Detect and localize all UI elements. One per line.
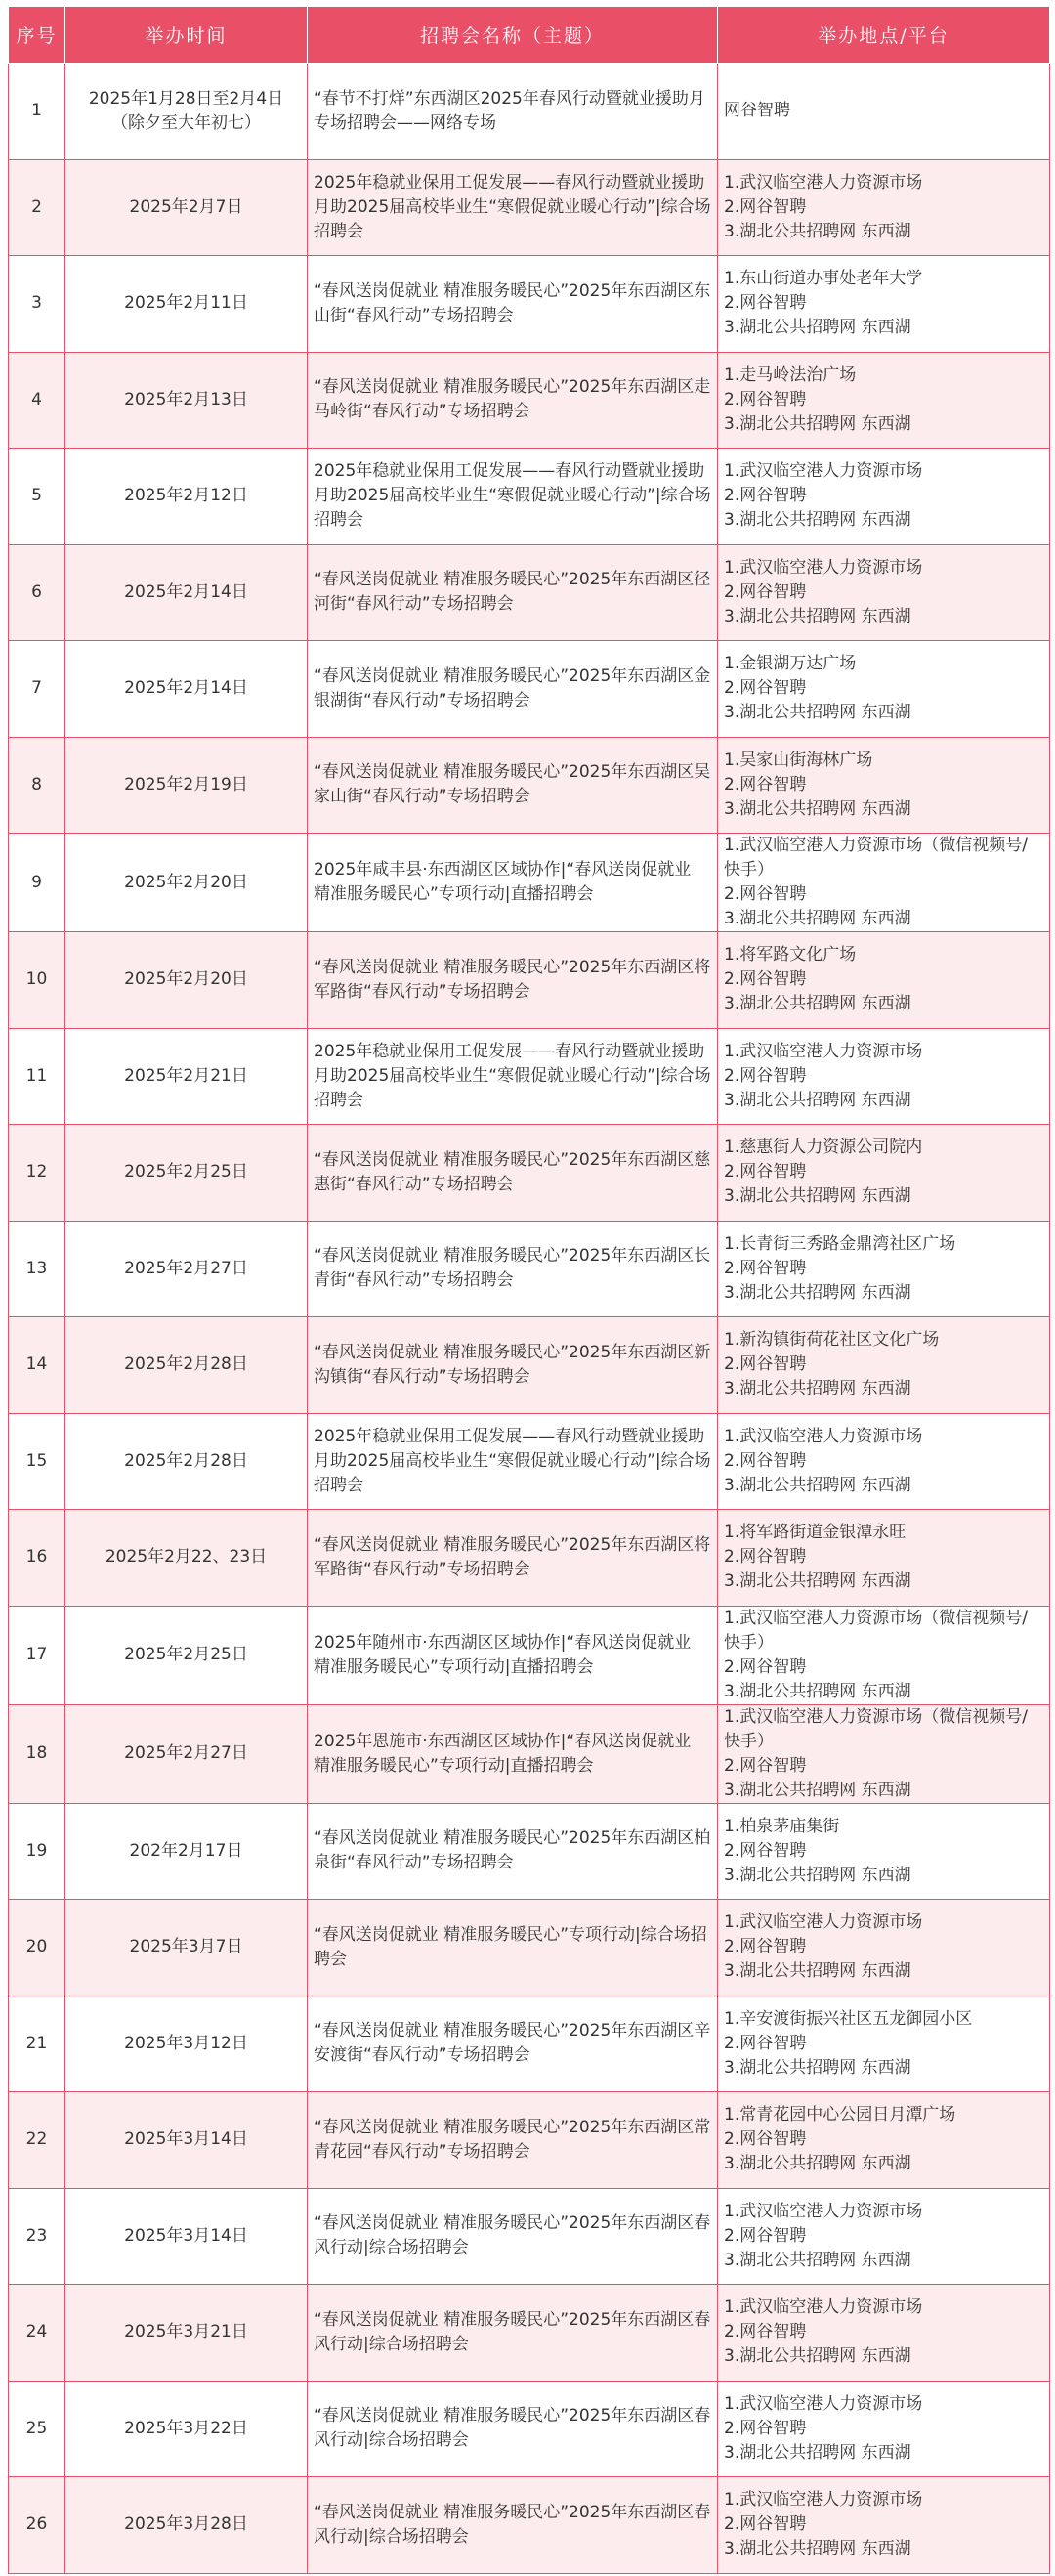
row-number: 20 xyxy=(9,1900,65,1996)
row-number: 19 xyxy=(9,1803,65,1900)
row-number: 17 xyxy=(9,1606,65,1704)
venue-line: 3.湖北公共招聘网 东西湖 xyxy=(724,1282,911,1303)
table-row xyxy=(9,1606,1050,1704)
row-venue xyxy=(718,1900,1050,1996)
table-row xyxy=(9,64,1050,160)
row-number: 11 xyxy=(9,1028,65,1125)
row-number: 22 xyxy=(9,2092,65,2189)
table-row xyxy=(9,1996,1050,2092)
row-date: 2025年3月28日 xyxy=(65,2477,308,2574)
row-fair-name: 2025年咸丰县·东西湖区区域协作|“春风送岗促就业 精准服务暖民心”专项行动|直播招聘会 xyxy=(308,834,718,932)
venue-line: 网谷智聘 xyxy=(724,101,790,121)
venue-line: 2.网谷智聘 xyxy=(724,1065,807,1086)
table-row xyxy=(9,1221,1050,1317)
row-fair-name: “春风送岗促就业 精准服务暖民心”2025年东西湖区走马岭街“春风行动”专场招聘会 xyxy=(308,352,718,449)
table-body xyxy=(9,64,1050,2574)
venue-line: 1.武汉临空港人力资源市场 xyxy=(724,2490,923,2511)
row-venue xyxy=(718,1221,1050,1317)
row-number: 2 xyxy=(9,159,65,256)
venue-line: 1.柏泉茅庙集街 xyxy=(724,1816,840,1836)
row-fair-name: “春风送岗促就业 精准服务暖民心”2025年东西湖区春风行动|综合场招聘会 xyxy=(308,2381,718,2477)
row-fair-name: “春风送岗促就业 精准服务暖民心”2025年东西湖区新沟镇街“春风行动”专场招聘会 xyxy=(308,1317,718,1414)
table-row xyxy=(9,2285,1050,2382)
row-number: 6 xyxy=(9,544,65,641)
row-fair-name: “春风送岗促就业 精准服务暖民心”2025年东西湖区将军路街“春风行动”专场招聘会 xyxy=(308,932,718,1029)
row-number: 24 xyxy=(9,2285,65,2382)
row-number: 23 xyxy=(9,2188,65,2285)
venue-line: 3.湖北公共招聘网 东西湖 xyxy=(724,413,911,434)
venue-line: 1.武汉临空港人力资源市场（微信视频号/快手） xyxy=(724,836,1028,880)
table-row xyxy=(9,2381,1050,2477)
row-venue xyxy=(718,932,1050,1029)
row-date: 202年2月17日 xyxy=(65,1803,308,1900)
venue-line: 2.网谷智聘 xyxy=(724,969,807,990)
row-date: 2025年2月28日 xyxy=(65,1317,308,1414)
row-date: 2025年1月28日至2月4日 （除夕至大年初七） xyxy=(65,64,308,160)
table-row xyxy=(9,1317,1050,1414)
venue-line: 3.湖北公共招聘网 东西湖 xyxy=(724,994,911,1014)
table-row xyxy=(9,641,1050,738)
row-number: 15 xyxy=(9,1413,65,1510)
header-venue: 举办地点/平台 xyxy=(718,7,1050,64)
row-fair-name: 2025年稳就业保用工促发展——春风行动暨就业援助月助2025届高校毕业生“寒假促就业暖心行动”|综合场招聘会 xyxy=(308,1028,718,1125)
row-venue xyxy=(718,2477,1050,2574)
venue-line: 2.网谷智聘 xyxy=(724,2033,807,2053)
venue-line: 1.长青街三秀路金鼎湾社区广场 xyxy=(724,1233,956,1254)
venue-line: 2.网谷智聘 xyxy=(724,2225,807,2246)
venue-line: 1.金银湖万达广场 xyxy=(724,654,857,674)
table-row xyxy=(9,932,1050,1029)
table-row xyxy=(9,1803,1050,1900)
table-row xyxy=(9,256,1050,353)
row-number: 26 xyxy=(9,2477,65,2574)
venue-line: 3.湖北公共招聘网 东西湖 xyxy=(724,2442,911,2463)
venue-line: 1.辛安渡街振兴社区五龙御园小区 xyxy=(724,2008,973,2029)
table-row xyxy=(9,449,1050,545)
venue-line: 2.网谷智聘 xyxy=(724,1547,807,1567)
row-number: 5 xyxy=(9,449,65,545)
row-number: 4 xyxy=(9,352,65,449)
row-venue xyxy=(718,737,1050,834)
venue-line: 2.网谷智聘 xyxy=(724,1840,807,1861)
row-date: 2025年2月20日 xyxy=(65,834,308,932)
row-fair-name: “春风送岗促就业 精准服务暖民心”2025年东西湖区长青街“春风行动”专场招聘会 xyxy=(308,1221,718,1317)
table-row xyxy=(9,1028,1050,1125)
row-fair-name: 2025年恩施市·东西湖区区域协作|“春风送岗促就业 精准服务暖民心”专项行动|直播招聘会 xyxy=(308,1704,718,1803)
row-fair-name: “春风送岗促就业 精准服务暖民心”2025年东西湖区吴家山街“春风行动”专场招聘会 xyxy=(308,737,718,834)
venue-line: 3.湖北公共招聘网 东西湖 xyxy=(724,1090,911,1110)
row-number: 12 xyxy=(9,1125,65,1222)
row-venue xyxy=(718,1803,1050,1900)
venue-line: 3.湖北公共招聘网 东西湖 xyxy=(724,1681,911,1701)
venue-line: 2.网谷智聘 xyxy=(724,774,807,794)
row-venue xyxy=(718,2188,1050,2285)
row-venue xyxy=(718,1606,1050,1704)
venue-line: 2.网谷智聘 xyxy=(724,1755,807,1776)
row-fair-name: “春风送岗促就业 精准服务暖民心”2025年东西湖区春风行动|综合场招聘会 xyxy=(308,2477,718,2574)
venue-line: 3.湖北公共招聘网 东西湖 xyxy=(724,1571,911,1592)
row-fair-name: 2025年稳就业保用工促发展——春风行动暨就业援助月助2025届高校毕业生“寒假促就业暖心行动”|综合场招聘会 xyxy=(308,1413,718,1510)
row-date: 2025年2月27日 xyxy=(65,1704,308,1803)
row-venue xyxy=(718,1704,1050,1803)
header-row xyxy=(9,7,1050,64)
venue-line: 2.网谷智聘 xyxy=(724,2322,807,2342)
venue-line: 2.网谷智聘 xyxy=(724,1258,807,1278)
row-number: 8 xyxy=(9,737,65,834)
row-venue xyxy=(718,159,1050,256)
venue-line: 3.湖北公共招聘网 东西湖 xyxy=(724,510,911,531)
venue-line: 1.武汉临空港人力资源市场（微信视频号/快手） xyxy=(724,1706,1028,1751)
row-number: 7 xyxy=(9,641,65,738)
table-row xyxy=(9,544,1050,641)
row-date: 2025年2月19日 xyxy=(65,737,308,834)
row-date: 2025年2月7日 xyxy=(65,159,308,256)
venue-line: 2.网谷智聘 xyxy=(724,486,807,506)
table-row xyxy=(9,2188,1050,2285)
row-venue xyxy=(718,449,1050,545)
row-number: 9 xyxy=(9,834,65,932)
row-fair-name: 2025年随州市·东西湖区区域协作|“春风送岗促就业 精准服务暖民心”专项行动|直播招聘会 xyxy=(308,1606,718,1704)
venue-line: 3.湖北公共招聘网 东西湖 xyxy=(724,606,911,626)
venue-line: 1.武汉临空港人力资源市场 xyxy=(724,172,923,193)
row-fair-name: 2025年稳就业保用工促发展——春风行动暨就业援助月助2025届高校毕业生“寒假促就业暖心行动”|综合场招聘会 xyxy=(308,159,718,256)
header-date: 举办时间 xyxy=(65,7,308,64)
row-date: 2025年3月14日 xyxy=(65,2092,308,2189)
row-fair-name: “春风送岗促就业 精准服务暖民心”2025年东西湖区将军路街“春风行动”专场招聘会 xyxy=(308,1510,718,1607)
schedule-table xyxy=(8,6,1050,2574)
row-date: 2025年2月25日 xyxy=(65,1606,308,1704)
row-number: 18 xyxy=(9,1704,65,1803)
row-number: 16 xyxy=(9,1510,65,1607)
venue-line: 1.东山街道办事处老年大学 xyxy=(724,269,923,289)
venue-line: 3.湖北公共招聘网 东西湖 xyxy=(724,2250,911,2270)
venue-line: 3.湖北公共招聘网 东西湖 xyxy=(724,221,911,241)
venue-line: 2.网谷智聘 xyxy=(724,389,807,409)
venue-line: 2.网谷智聘 xyxy=(724,1354,807,1375)
row-date: 2025年2月14日 xyxy=(65,641,308,738)
venue-line: 3.湖北公共招聘网 东西湖 xyxy=(724,703,911,723)
row-venue xyxy=(718,2285,1050,2382)
row-venue xyxy=(718,641,1050,738)
venue-line: 2.网谷智聘 xyxy=(724,884,807,904)
job-fair-schedule xyxy=(8,6,1049,2574)
venue-line: 2.网谷智聘 xyxy=(724,1656,807,1677)
venue-line: 2.网谷智聘 xyxy=(724,2129,807,2150)
row-fair-name: 2025年稳就业保用工促发展——春风行动暨就业援助月助2025届高校毕业生“寒假促就业暖心行动”|综合场招聘会 xyxy=(308,449,718,545)
row-fair-name: “春风送岗促就业 精准服务暖民心”2025年东西湖区径河街“春风行动”专场招聘会 xyxy=(308,544,718,641)
row-venue xyxy=(718,256,1050,353)
row-venue xyxy=(718,2381,1050,2477)
table-row xyxy=(9,2477,1050,2574)
row-venue xyxy=(718,1510,1050,1607)
row-fair-name: “春节不打烊”东西湖区2025年春风行动暨就业援助月专场招聘会——网络专场 xyxy=(308,64,718,160)
venue-line: 3.湖北公共招聘网 东西湖 xyxy=(724,2057,911,2078)
row-number: 25 xyxy=(9,2381,65,2477)
row-number: 21 xyxy=(9,1996,65,2092)
venue-line: 2.网谷智聘 xyxy=(724,1162,807,1182)
venue-line: 3.湖北公共招聘网 东西湖 xyxy=(724,2346,911,2367)
row-venue xyxy=(718,1125,1050,1222)
venue-line: 1.武汉临空港人力资源市场（微信视频号/快手） xyxy=(724,1608,1028,1653)
header-fair-name: 招聘会名称（主题） xyxy=(308,7,718,64)
table-row xyxy=(9,1125,1050,1222)
row-date: 2025年2月14日 xyxy=(65,544,308,641)
row-date: 2025年2月22、23日 xyxy=(65,1510,308,1607)
venue-line: 2.网谷智聘 xyxy=(724,581,807,602)
row-date: 2025年2月13日 xyxy=(65,352,308,449)
row-date: 2025年2月20日 xyxy=(65,932,308,1029)
row-fair-name: “春风送岗促就业 精准服务暖民心”2025年东西湖区东山街“春风行动”专场招聘会 xyxy=(308,256,718,353)
row-venue xyxy=(718,544,1050,641)
row-date: 2025年2月28日 xyxy=(65,1413,308,1510)
header-number: 序号 xyxy=(9,7,65,64)
table-row xyxy=(9,352,1050,449)
venue-line: 3.湖北公共招聘网 东西湖 xyxy=(724,909,911,928)
venue-line: 1.常青花园中心公园日月潭广场 xyxy=(724,2105,956,2125)
row-date: 2025年3月21日 xyxy=(65,2285,308,2382)
row-fair-name: “春风送岗促就业 精准服务暖民心”2025年东西湖区金银湖街“春风行动”专场招聘会 xyxy=(308,641,718,738)
venue-line: 3.湖北公共招聘网 东西湖 xyxy=(724,798,911,819)
row-number: 1 xyxy=(9,64,65,160)
row-venue xyxy=(718,1317,1050,1414)
venue-line: 2.网谷智聘 xyxy=(724,2418,807,2438)
table-row xyxy=(9,834,1050,932)
venue-line: 1.慈惠街人力资源公司院内 xyxy=(724,1138,923,1158)
row-venue xyxy=(718,352,1050,449)
row-fair-name: “春风送岗促就业 精准服务暖民心”专项行动|综合场招聘会 xyxy=(308,1900,718,1996)
venue-line: 1.新沟镇街荷花社区文化广场 xyxy=(724,1330,940,1351)
row-number: 14 xyxy=(9,1317,65,1414)
row-date: 2025年2月25日 xyxy=(65,1125,308,1222)
venue-line: 2.网谷智聘 xyxy=(724,678,807,699)
row-venue xyxy=(718,834,1050,932)
row-fair-name: “春风送岗促就业 精准服务暖民心”2025年东西湖区柏泉街“春风行动”专场招聘会 xyxy=(308,1803,718,1900)
table-row xyxy=(9,1704,1050,1803)
table-header xyxy=(9,7,1050,64)
venue-line: 3.湖北公共招聘网 东西湖 xyxy=(724,1379,911,1399)
table-row xyxy=(9,2092,1050,2189)
venue-line: 2.网谷智聘 xyxy=(724,1450,807,1471)
row-date: 2025年3月12日 xyxy=(65,1996,308,2092)
venue-line: 1.武汉临空港人力资源市场 xyxy=(724,1912,923,1933)
venue-line: 3.湖北公共招聘网 东西湖 xyxy=(724,2154,911,2174)
row-date: 2025年3月7日 xyxy=(65,1900,308,1996)
venue-line: 1.吴家山街海林广场 xyxy=(724,750,873,770)
table-row xyxy=(9,1510,1050,1607)
row-fair-name: “春风送岗促就业 精准服务暖民心”2025年东西湖区春风行动|综合场招聘会 xyxy=(308,2188,718,2285)
venue-line: 2.网谷智聘 xyxy=(724,196,807,217)
row-fair-name: “春风送岗促就业 精准服务暖民心”2025年东西湖区慈惠街“春风行动”专场招聘会 xyxy=(308,1125,718,1222)
row-fair-name: “春风送岗促就业 精准服务暖民心”2025年东西湖区辛安渡街“春风行动”专场招聘会 xyxy=(308,1996,718,2092)
row-venue xyxy=(718,64,1050,160)
row-date: 2025年3月14日 xyxy=(65,2188,308,2285)
venue-line: 1.武汉临空港人力资源市场 xyxy=(724,2201,923,2221)
row-number: 13 xyxy=(9,1221,65,1317)
venue-line: 2.网谷智聘 xyxy=(724,2514,807,2535)
venue-line: 1.武汉临空港人力资源市场 xyxy=(724,1041,923,1061)
venue-line: 3.湖北公共招聘网 东西湖 xyxy=(724,1475,911,1495)
table-row xyxy=(9,159,1050,256)
row-date: 2025年2月21日 xyxy=(65,1028,308,1125)
row-venue xyxy=(718,1996,1050,2092)
table-row xyxy=(9,1413,1050,1510)
row-venue xyxy=(718,2092,1050,2189)
venue-line: 1.将军路街道金银潭永旺 xyxy=(724,1523,907,1543)
row-date: 2025年2月27日 xyxy=(65,1221,308,1317)
venue-line: 3.湖北公共招聘网 东西湖 xyxy=(724,1186,911,1207)
venue-line: 3.湖北公共招聘网 东西湖 xyxy=(724,318,911,338)
venue-line: 1.武汉临空港人力资源市场 xyxy=(724,2297,923,2318)
row-venue xyxy=(718,1028,1050,1125)
venue-line: 1.走马岭法治广场 xyxy=(724,365,857,385)
table-row xyxy=(9,737,1050,834)
venue-line: 1.武汉临空港人力资源市场 xyxy=(724,2393,923,2414)
venue-line: 1.武汉临空港人力资源市场 xyxy=(724,461,923,482)
row-number: 10 xyxy=(9,932,65,1029)
venue-line: 1.将军路文化广场 xyxy=(724,945,857,966)
row-date: 2025年2月12日 xyxy=(65,449,308,545)
venue-line: 1.武汉临空港人力资源市场 xyxy=(724,1426,923,1446)
venue-line: 1.武汉临空港人力资源市场 xyxy=(724,557,923,578)
venue-line: 3.湖北公共招聘网 东西湖 xyxy=(724,1865,911,1885)
table-row xyxy=(9,1900,1050,1996)
venue-line: 3.湖北公共招聘网 东西湖 xyxy=(724,1961,911,1982)
row-venue xyxy=(718,1413,1050,1510)
row-date: 2025年2月11日 xyxy=(65,256,308,353)
venue-line: 3.湖北公共招聘网 东西湖 xyxy=(724,1780,911,1800)
row-fair-name: “春风送岗促就业 精准服务暖民心”2025年东西湖区常青花园“春风行动”专场招聘会 xyxy=(308,2092,718,2189)
row-date: 2025年3月22日 xyxy=(65,2381,308,2477)
row-number: 3 xyxy=(9,256,65,353)
venue-line: 2.网谷智聘 xyxy=(724,293,807,314)
row-fair-name: “春风送岗促就业 精准服务暖民心”2025年东西湖区春风行动|综合场招聘会 xyxy=(308,2285,718,2382)
venue-line: 3.湖北公共招聘网 东西湖 xyxy=(724,2539,911,2559)
venue-line: 2.网谷智聘 xyxy=(724,1937,807,1957)
